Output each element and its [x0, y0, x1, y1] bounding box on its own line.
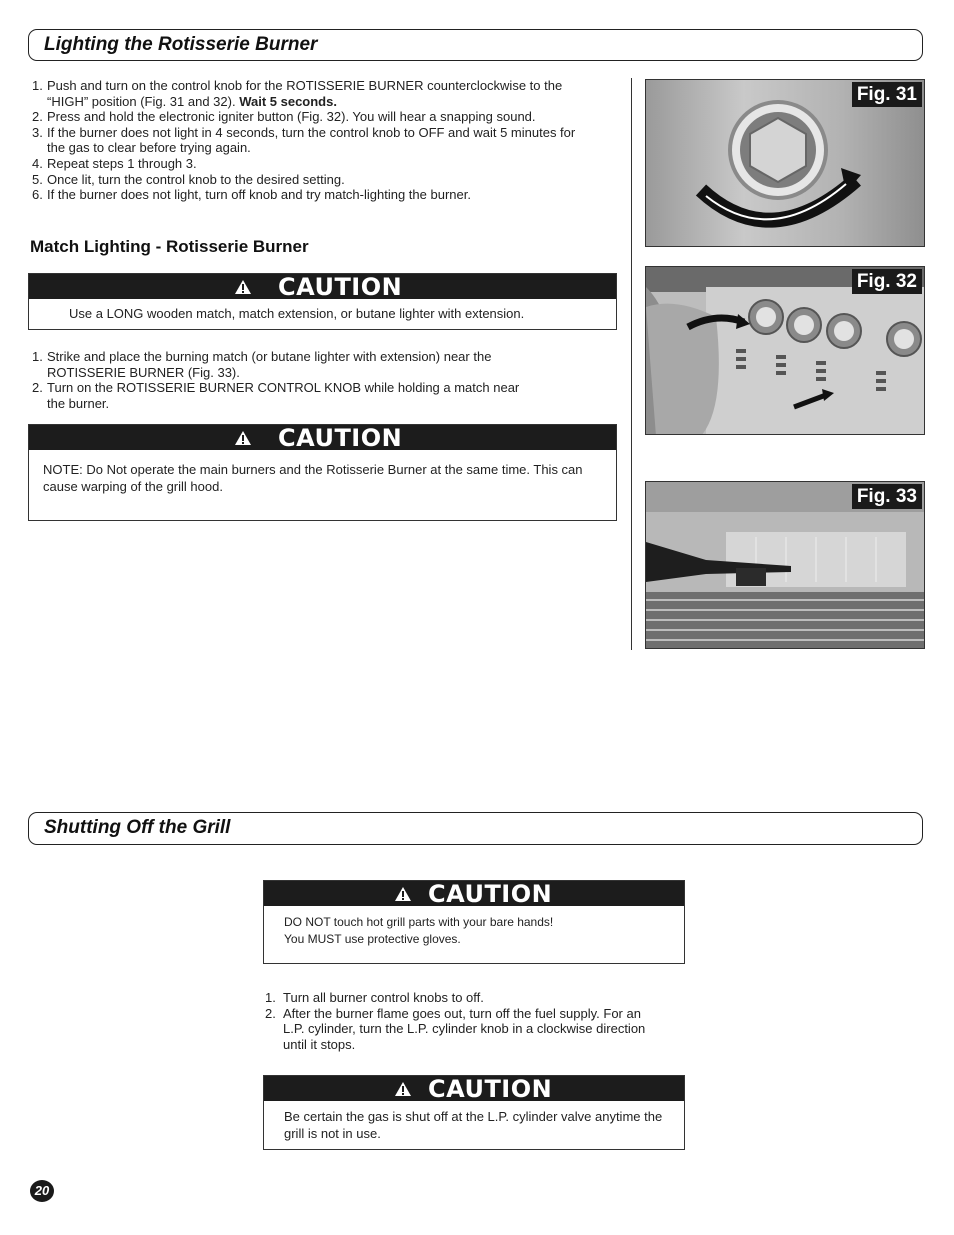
warning-triangle-icon	[394, 886, 412, 902]
caution-label: CAUTION	[278, 424, 403, 452]
caution-text: NOTE: Do Not operate the main burners and the Rotisserie Burner at the same time. This can cause warping of the grill hood.	[43, 462, 583, 494]
list-item: 1. Strike and place the burning match (or butane lighter with extension) near the ROTISSERIE BURNER (Fig. 33).	[32, 349, 492, 380]
caution-box-gloves	[263, 880, 685, 964]
section-header-shutting-off	[28, 812, 923, 845]
list-item: 2. After the burner flame goes out, turn off the fuel supply. For an L.P. cylinder, turn the L.P. cylinder knob in a clockwise direction until it stops.	[265, 1005, 646, 1052]
section-title: Lighting the Rotisserie Burner	[44, 34, 318, 55]
caution-box-match	[28, 273, 617, 330]
caution-bar	[264, 1076, 684, 1101]
match-lighting-heading: Match Lighting - Rotisserie Burner	[30, 237, 309, 256]
caution-label: CAUTION	[278, 273, 403, 301]
page-number: 20	[30, 1180, 54, 1202]
figure-label: Fig. 32	[852, 269, 922, 294]
caution-text: Use a LONG wooden match, match extension, or butane lighter with extension.	[69, 306, 525, 321]
caution-label: CAUTION	[428, 1075, 553, 1103]
figure-label: Fig. 33	[852, 484, 922, 509]
caution-text: DO NOT touch hot grill parts with your bare hands! You MUST use protective gloves.	[284, 915, 554, 946]
match-steps-list	[28, 349, 618, 411]
caution-bar	[29, 425, 616, 450]
section-title: Shutting Off the Grill	[44, 817, 231, 838]
list-item: 3. If the burner does not light in 4 seconds, turn the control knob to OFF and wait 5 minutes for the gas to clear before trying again.	[32, 124, 576, 156]
figure-32	[645, 266, 925, 435]
caution-box-note	[28, 424, 617, 521]
list-item: 6. If the burner does not light, turn off knob and try match-lighting the burner.	[32, 187, 471, 203]
warning-triangle-icon	[394, 1081, 412, 1097]
list-item: 1. Turn all burner control knobs to off.	[265, 990, 484, 1005]
figure-33	[645, 481, 925, 649]
caution-text: Be certain the gas is shut off at the L.P. cylinder valve anytime the grill is not in use.	[284, 1109, 663, 1141]
column-divider	[631, 78, 632, 650]
list-item: 2. Press and hold the electronic igniter button (Fig. 32). You will hear a snapping sound.	[32, 109, 536, 125]
list-item: 1. Push and turn on the control knob for the ROTISSERIE BURNER counterclockwise to the “HIGH” position (Fig. 31 and 32). Wait 5 seconds.	[32, 78, 563, 109]
lighting-steps-list	[28, 78, 618, 203]
warning-triangle-icon	[234, 279, 252, 295]
figure-31	[645, 79, 925, 247]
caution-bar	[264, 881, 684, 906]
shutoff-steps-list	[261, 990, 691, 1052]
figure-label: Fig. 31	[852, 82, 922, 107]
caution-label: CAUTION	[428, 880, 553, 908]
section-header-lighting	[28, 29, 923, 61]
caution-box-gas-off	[263, 1075, 685, 1150]
list-item: 2. Turn on the ROTISSERIE BURNER CONTROL KNOB while holding a match near the burner.	[32, 380, 520, 411]
list-item: 4. Repeat steps 1 through 3.	[32, 155, 197, 171]
caution-bar	[29, 274, 616, 299]
list-item: 5. Once lit, turn the control knob to the desired setting.	[32, 171, 345, 187]
warning-triangle-icon	[234, 430, 252, 446]
